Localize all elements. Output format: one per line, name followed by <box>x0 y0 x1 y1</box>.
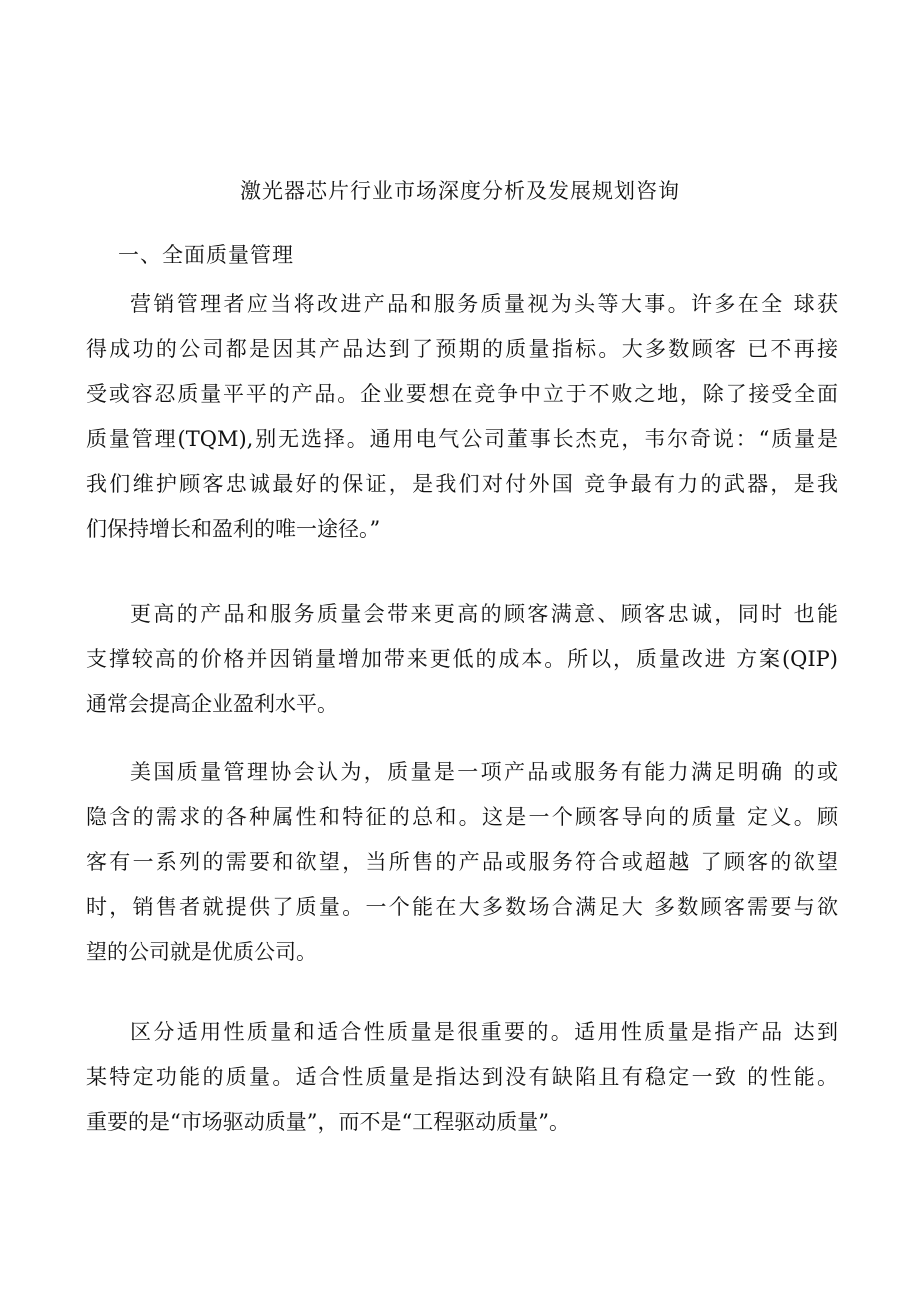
paragraph-line: 通常会提高企业盈利水平。 <box>86 692 338 716</box>
paragraph-line: 某特定功能的质量。适合性质量是指达到没有缺陷且有稳定一致 的性能。 <box>86 1065 838 1089</box>
paragraph-line: 得成功的公司都是因其产品达到了预期的质量指标。大多数顾客 已不再接 <box>86 337 838 361</box>
paragraph-4 <box>86 1010 838 1145</box>
paragraph-line: 营销管理者应当将改进产品和服务质量视为头等大事。许多在全 球获 <box>130 292 838 316</box>
paragraph-line: 望的公司就是优质公司。 <box>86 940 317 964</box>
paragraph-line: 支撑较高的价格并因销量增加带来更低的成本。所以，质量改进 方案(QIP) <box>86 647 838 671</box>
paragraph-1 <box>86 282 838 552</box>
paragraph-line: 客有一系列的需要和欲望，当所售的产品或服务符合或超越 了顾客的欲望 <box>86 850 838 874</box>
paragraph-line: 重要的是“市场驱动质量”，而不是“工程驱动质量”。 <box>86 1110 570 1134</box>
paragraph-3 <box>86 750 838 975</box>
paragraph-line: 我们维护顾客忠诚最好的保证，是我们对付外国 竞争最有力的武器，是我 <box>86 472 838 496</box>
section-heading: 一、全面质量管理 <box>118 243 294 267</box>
paragraph-line: 区分适用性质量和适合性质量是很重要的。适用性质量是指产品 达到 <box>130 1020 838 1044</box>
paragraph-line: 美国质量管理协会认为，质量是一项产品或服务有能力满足明确 的或 <box>130 760 838 784</box>
paragraph-2 <box>86 592 838 727</box>
paragraph-line: 质量管理(TQM),别无选择。通用电气公司董事长杰克，韦尔奇说：“质量是 <box>86 427 838 451</box>
document-title: 激光器芯片行业市场深度分析及发展规划咨询 <box>240 179 680 203</box>
paragraph-line: 时，销售者就提供了质量。一个能在大多数场合满足大 多数顾客需要与欲 <box>86 895 838 919</box>
paragraph-line: 受或容忍质量平平的产品。企业要想在竞争中立于不败之地，除了接受全面 <box>86 382 838 406</box>
paragraph-line: 更高的产品和服务质量会带来更高的顾客满意、顾客忠诚，同时 也能 <box>130 602 838 626</box>
paragraph-line: 们保持增长和盈利的唯一途径。” <box>86 517 381 541</box>
paragraph-line: 隐含的需求的各种属性和特征的总和。这是一个顾客导向的质量 定义。顾 <box>86 805 838 829</box>
